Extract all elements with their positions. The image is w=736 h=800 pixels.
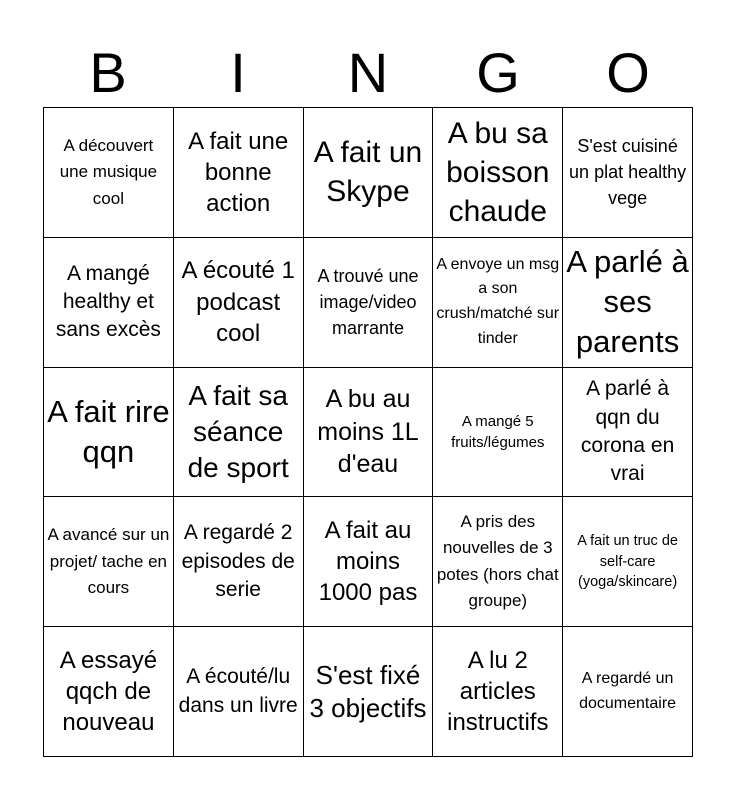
cell-text: S'est cuisiné un plat healthy vege <box>569 136 687 209</box>
cell-text: A écouté/lu dans un livre <box>178 665 298 717</box>
bingo-cell[interactable] <box>563 497 693 627</box>
bingo-header <box>43 38 693 108</box>
cell-text: A regardé 2 episodes de serie <box>181 521 295 601</box>
cell-text: A parlé à qqn du corona en vrai <box>580 377 675 486</box>
bingo-cell[interactable] <box>433 368 563 498</box>
bingo-cell[interactable] <box>44 238 174 368</box>
bingo-cell[interactable] <box>304 627 434 757</box>
cell-text: A écouté 1 podcast cool <box>181 257 295 347</box>
cell-text: A envoye un msg a son crush/matché sur tinder <box>436 255 560 347</box>
cell-text: A fait un truc de self-care (yoga/skincare) <box>577 533 678 590</box>
cell-text: A fait un Skype <box>313 136 423 209</box>
bingo-cell[interactable] <box>174 238 304 368</box>
header-letter-o: O <box>606 41 650 104</box>
bingo-cell[interactable] <box>304 368 434 498</box>
bingo-cell[interactable] <box>44 108 174 238</box>
bingo-cell[interactable] <box>44 627 174 757</box>
cell-text: A mangé healthy et sans excès <box>55 261 161 342</box>
header-letter-n: N <box>347 41 389 104</box>
bingo-cell[interactable] <box>563 238 693 368</box>
cell-text: A bu au moins 1L d'eau <box>317 385 419 479</box>
cell-text: A fait sa séance de sport <box>187 380 289 483</box>
cell-text: A lu 2 articles instructifs <box>447 646 549 737</box>
header-letter-i: I <box>230 41 246 104</box>
cell-text: A découvert une musique cool <box>59 135 158 208</box>
cell-text: S'est fixé 3 objectifs <box>309 660 427 723</box>
bingo-cell[interactable] <box>433 108 563 238</box>
cell-text: A fait au moins 1000 pas <box>318 517 418 607</box>
cell-text: A bu sa boisson chaude <box>446 116 550 228</box>
cell-text: A trouvé une image/video marrante <box>317 266 419 339</box>
bingo-cell[interactable] <box>174 627 304 757</box>
bingo-cell[interactable] <box>174 368 304 498</box>
cell-text: A fait une bonne action <box>188 127 289 217</box>
cell-text: A pris des nouvelles de 3 potes (hors chat groupe) <box>436 512 559 611</box>
bingo-cell[interactable] <box>563 627 693 757</box>
cell-text: A regardé un documentaire <box>579 669 677 712</box>
cell-text: A essayé qqch de nouveau <box>59 646 158 737</box>
header-letter-g: G <box>476 41 520 104</box>
bingo-cell[interactable] <box>44 368 174 498</box>
bingo-cell[interactable] <box>304 238 434 368</box>
bingo-cell[interactable] <box>44 497 174 627</box>
bingo-cell[interactable] <box>563 108 693 238</box>
cell-text: A fait rire qqn <box>47 393 170 469</box>
bingo-cell[interactable] <box>433 497 563 627</box>
bingo-grid <box>43 107 693 757</box>
bingo-cell[interactable] <box>174 108 304 238</box>
bingo-cell[interactable] <box>433 238 563 368</box>
bingo-cell[interactable] <box>304 497 434 627</box>
header-letter-b: B <box>89 41 127 104</box>
bingo-cell[interactable] <box>304 108 434 238</box>
cell-text: A parlé à ses parents <box>566 243 689 360</box>
bingo-cell[interactable] <box>433 627 563 757</box>
bingo-cell[interactable] <box>563 368 693 498</box>
cell-text: A avancé sur un projet/ tache en cours <box>47 525 170 597</box>
bingo-cell[interactable] <box>174 497 304 627</box>
cell-text: A mangé 5 fruits/légumes <box>451 412 545 451</box>
